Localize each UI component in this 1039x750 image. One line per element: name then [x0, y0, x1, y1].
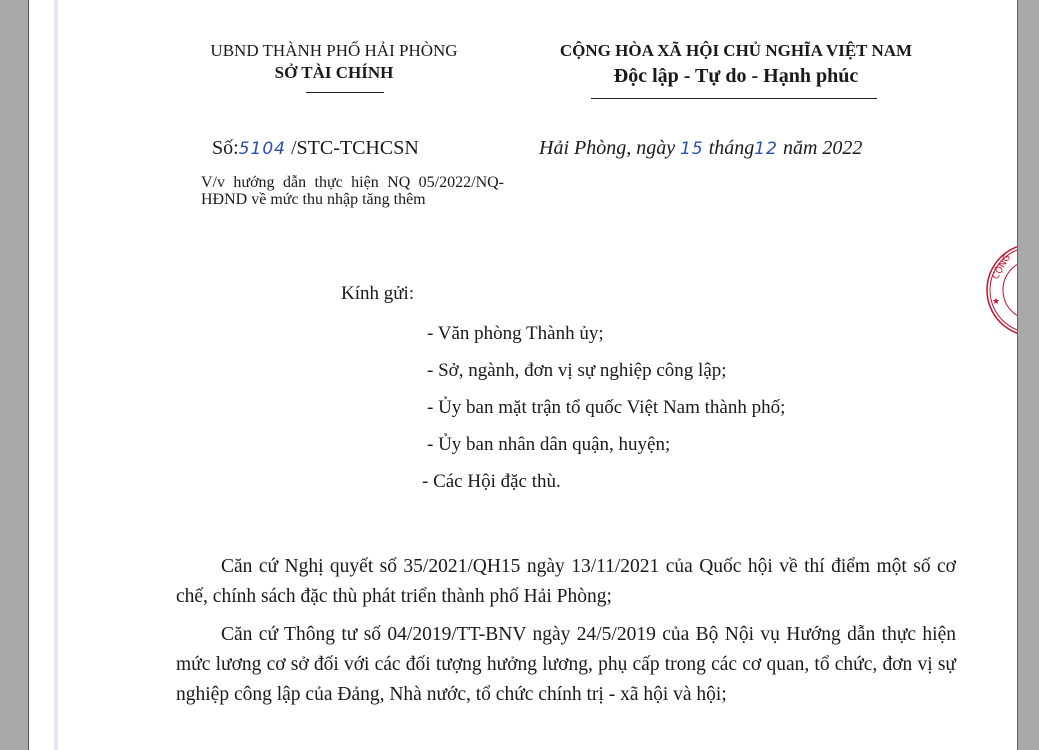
stamp-text: CỘNG — [990, 253, 1014, 282]
number-handwritten: 5104 — [238, 139, 286, 159]
scan-artifact-line — [54, 0, 58, 750]
recipient: - Các Hội đặc thù. — [422, 471, 561, 492]
national-title: CỘNG HÒA XÃ HỘI CHỦ NGHĨA VIỆT NAM — [559, 41, 913, 60]
document-page — [28, 0, 1018, 750]
recipient: - Văn phòng Thành ủy; — [427, 323, 604, 344]
date-month-label: tháng — [708, 137, 755, 159]
body-paragraph: Căn cứ Nghị quyết số 35/2021/QH15 ngày 13/11/2021 của Quốc hội về thí điểm một số cơ chế, chính sách đặc thù phát triển thành phố Hải Phòng; — [176, 556, 956, 607]
date-prefix: Hải Phòng, ngày — [539, 137, 676, 159]
number-suffix: /STC-TCHCSN — [290, 137, 419, 159]
subject: V/v hướng dẫn thực hiện NQ 05/2022/NQ-HĐND về mức thu nhập tăng thêm — [201, 174, 504, 208]
document-number — [212, 137, 419, 160]
greeting: Kính gửi: — [341, 283, 415, 304]
body-paragraph: Căn cứ Thông tư số 04/2019/TT-BNV ngày 24/5/2019 của Bộ Nội vụ Hướng dẫn thực hiện mức lương cơ sở đối với các đối tượng hưởng lương, phụ cấp trong các cơ quan, tổ chức, đơn vị sự nghiệp công lập của Đảng, Nhà nước, tổ chức chính trị - xã hội và hội; — [176, 624, 956, 705]
agency-parent: UBND THÀNH PHỐ HẢI PHÒNG — [210, 41, 458, 60]
date-month: 12 — [754, 139, 778, 159]
recipient: - Sở, ngành, đơn vị sự nghiệp công lập; — [427, 360, 727, 381]
number-prefix: Số: — [212, 137, 239, 159]
motto-underline — [591, 98, 877, 99]
national-motto: Độc lập - Tự do - Hạnh phúc — [613, 65, 859, 87]
recipient: - Ủy ban nhân dân quận, huyện; — [427, 434, 671, 455]
svg-text:★: ★ — [992, 297, 1001, 307]
agency-underline — [306, 92, 384, 93]
date-day: 15 — [680, 139, 704, 159]
recipient: - Ủy ban mặt trận tổ quốc Việt Nam thành phố; — [427, 397, 786, 418]
agency-name: SỞ TÀI CHÍNH — [274, 63, 394, 82]
document-date — [539, 137, 862, 160]
red-seal-stamp — [981, 238, 1018, 338]
date-year: năm 2022 — [782, 137, 863, 159]
